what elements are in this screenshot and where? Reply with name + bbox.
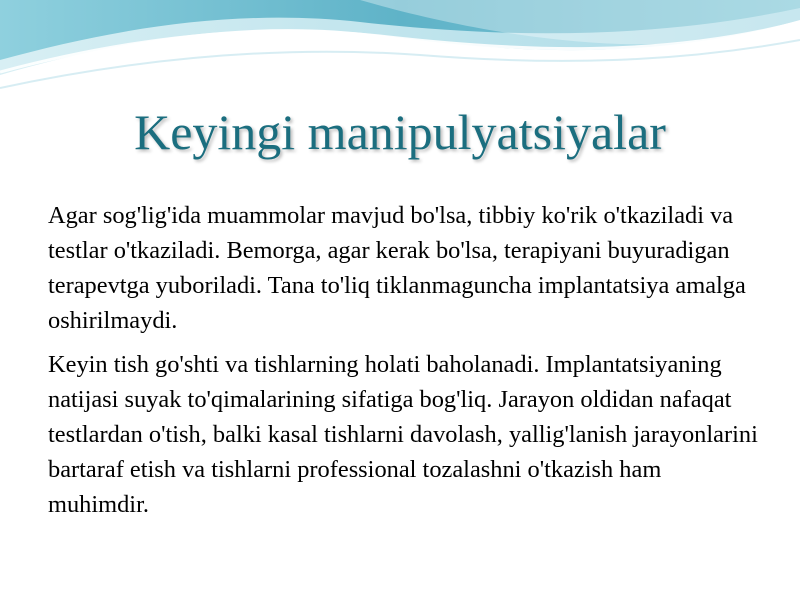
body-paragraph-1: Agar sog'lig'ida muammolar mavjud bo'lsa, tibbiy ko'rik o'tkaziladi va testlar o'tkaziladi. Bemorga, agar kerak bo'lsa, terapiyani buyuradigan terapevtga yuboriladi. Tana to'liq tiklanmaguncha implantatsiya amalga oshirilmaydi. [48,202,746,334]
slide-body [48,198,768,531]
wave-decoration [0,0,800,110]
body-paragraph-2: Keyin tish go'shti va tishlarning holati baholanadi. Implantatsiyaning natijasi suyak to'qimalarining sifatiga bog'liq. Jarayon oldidan nafaqat testlardan o'tish, balki kasal tishlarni davolash, yallig'lanish jarayonlarini bartaraf etish va tishlarni professional tozalashni o'tkazish ham muhimdir. [48,351,758,518]
slide-title: Keyingi manipulyatsiyalar [134,104,666,160]
